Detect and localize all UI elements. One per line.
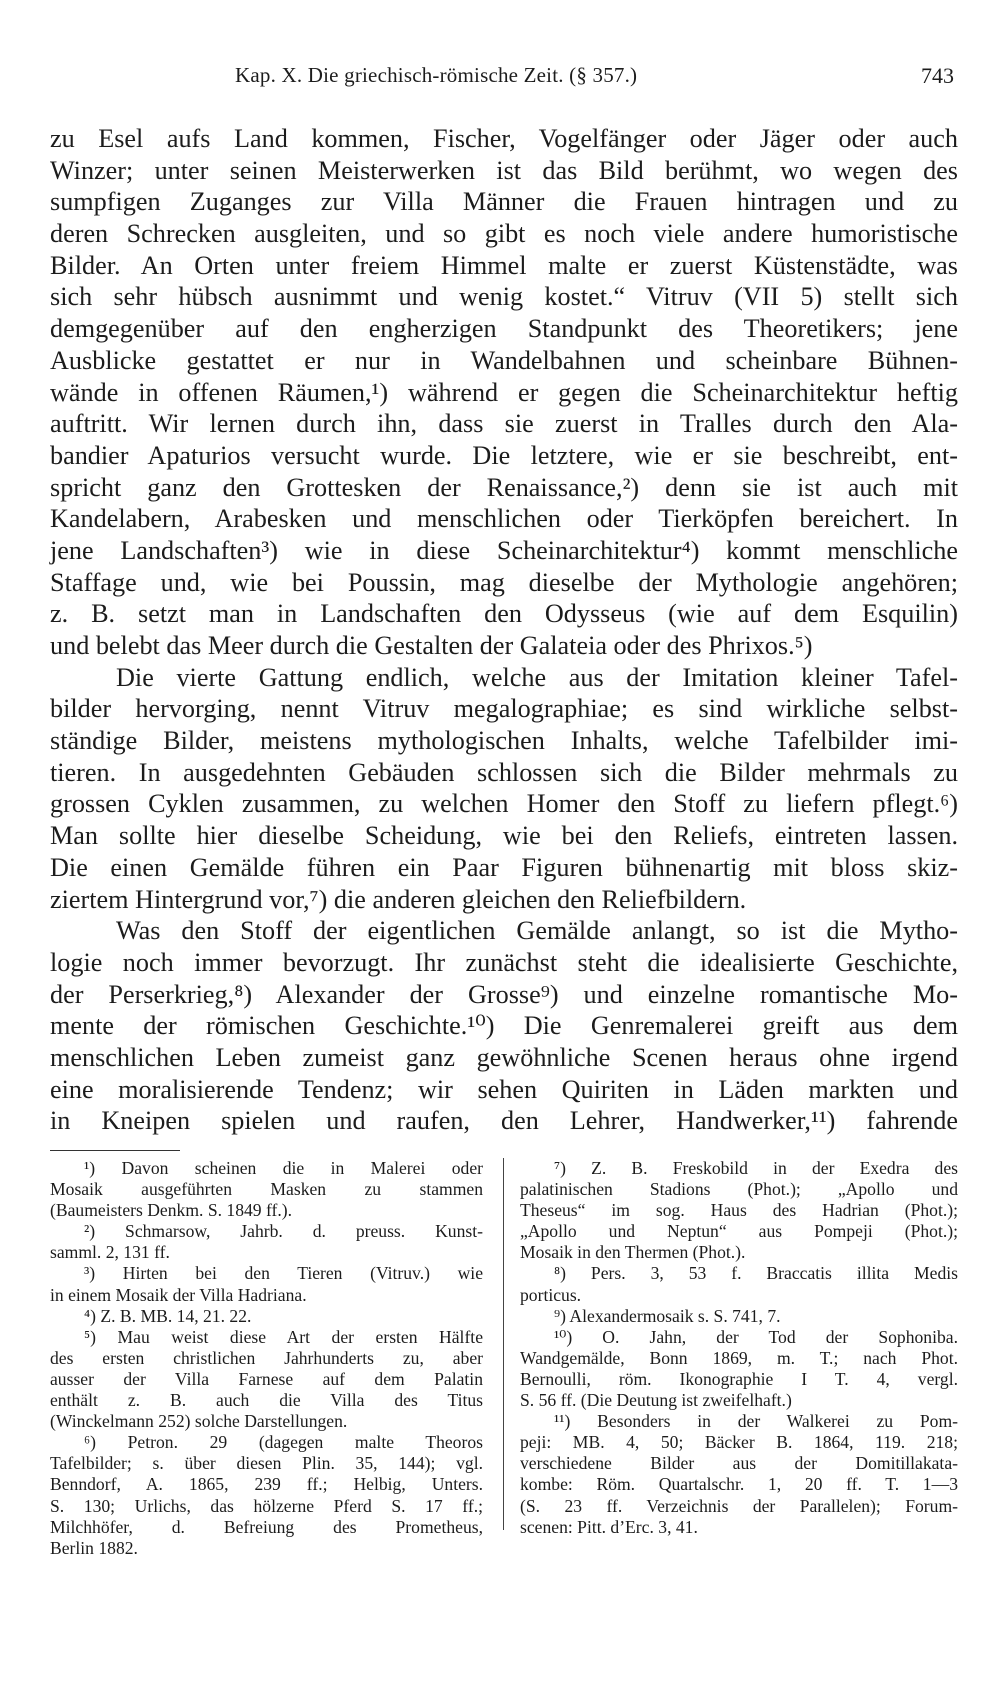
footnotes-right-column — [520, 1158, 958, 1538]
body-line: Bilder. An Orten unter freiem Himmel malte er zuerst Küstenstädte, was — [50, 250, 958, 280]
footnote-line: scenen: Pitt. d’Erc. 3, 41. — [520, 1516, 698, 1537]
body-line: wände in offenen Räumen,¹) während er gegen die Scheinarchitektur heftig — [50, 377, 958, 407]
footnote-line: (Winckelmann 252) solche Darstellungen. — [50, 1411, 348, 1432]
footnote-line: Theseus“ im sog. Haus des Hadrian (Phot.); — [520, 1200, 958, 1221]
footnote-line: ⁷) Z. B. Freskobild in der Exedra des — [554, 1158, 958, 1178]
footnote-line: in einem Mosaik der Villa Hadriana. — [50, 1284, 307, 1305]
footnote-line: „Apollo und Neptun“ aus Pompeji (Phot.); — [520, 1221, 958, 1242]
body-line: menschlichen Leben zumeist ganz gewöhnliche Scenen heraus ohne irgend — [50, 1042, 958, 1072]
footnote-line: samml. 2, 131 ff. — [50, 1242, 170, 1263]
footnote-line: Berlin 1882. — [50, 1537, 138, 1558]
page-header — [50, 63, 954, 95]
body-line: Man sollte hier dieselbe Scheidung, wie bei den Reliefs, eintreten lassen. — [50, 821, 958, 851]
footnote-line: ¹⁰) O. Jahn, der Tod der Sophoniba. — [554, 1326, 958, 1347]
footnote-line: ⁸) Pers. 3, 53 f. Braccatis illita Medis — [554, 1263, 958, 1284]
footnote-line: (S. 23 ff. Verzeichnis der Parallelen); Forum- — [520, 1495, 958, 1516]
body-line: jene Landschaften³) wie in diese Scheinarchitektur⁴) kommt menschliche — [50, 535, 958, 565]
footnote-line: peji: MB. 4, 50; Bäcker B. 1864, 119. 218; — [520, 1432, 958, 1453]
body-line: bilder hervorging, nennt Vitruv megalographiae; es sind wirkliche selbst- — [50, 694, 958, 724]
footnote-line: ²) Schmarsow, Jahrb. d. preuss. Kunst- — [84, 1221, 483, 1242]
footnote-line: ausser der Villa Farnese auf dem Palatin — [50, 1368, 483, 1389]
body-text — [50, 123, 958, 1137]
footnote-line: ¹) Davon scheinen die in Malerei oder — [84, 1158, 483, 1178]
body-line: tieren. In ausgedehnten Gebäuden schlossen sich die Bilder mehrmals zu — [50, 757, 958, 787]
body-line: auftritt. Wir lernen durch ihn, dass sie zuerst in Tralles durch den Ala- — [50, 409, 958, 439]
footnote-line: Mosaik ausgeführten Masken zu stammen — [50, 1179, 483, 1200]
body-line: spricht ganz den Grottesken der Renaissance,²) denn sie ist auch mit — [50, 472, 958, 502]
footnote-line: Tafelbilder; s. über diesen Plin. 35, 144); vgl. — [50, 1453, 483, 1474]
footnote-line: Milchhöfer, d. Befreiung des Prometheus, — [50, 1516, 483, 1537]
footnote-line: (Baumeisters Denkm. S. 1849 ff.). — [50, 1200, 293, 1221]
body-line: in Kneipen spielen und raufen, den Lehrer, Handwerker,¹¹) fahrende — [50, 1106, 958, 1136]
body-line: deren Schrecken ausgleiten, und so gibt es noch viele andere humoristische — [50, 219, 958, 249]
footnote-line: ³) Hirten bei den Tieren (Vitruv.) wie — [84, 1263, 483, 1284]
body-line: der Perserkrieg,⁸) Alexander der Grosse⁹) und einzelne romantische Mo- — [50, 979, 958, 1009]
footnotes-left-column — [50, 1158, 483, 1559]
body-line: sumpfigen Zuganges zur Villa Männer die Frauen hintragen und zu — [50, 187, 958, 217]
body-line: Was den Stoff der eigentlichen Gemälde anlangt, so ist die Mytho- — [116, 916, 958, 946]
footnote-line: Benndorf, A. 1865, 239 ff.; Helbig, Unters. — [50, 1474, 483, 1495]
body-line: Ausblicke gestattet er nur in Wandelbahnen und scheinbare Bühnen- — [50, 345, 958, 375]
footnote-rule — [50, 1150, 180, 1151]
running-title: Kap. X. Die griechisch-römische Zeit. (§ 357.) — [235, 63, 638, 87]
footnote-line: Bernoulli, röm. Ikonographie I T. 4, vergl. — [520, 1368, 958, 1389]
footnote-line: palatinischen Stadions (Phot.); „Apollo und — [520, 1179, 958, 1200]
footnote-line: verschiedene Bilder aus der Domitillakata- — [520, 1453, 958, 1474]
footnote-line: Mosaik in den Thermen (Phot.). — [520, 1242, 746, 1263]
body-line: Kandelabern, Arabesken und menschlichen oder Tierköpfen bereichert. In — [50, 504, 958, 534]
body-line: bandier Apaturios versucht wurde. Die letztere, wie er sie beschreibt, ent- — [50, 440, 958, 470]
body-line: ständige Bilder, meistens mythologischen Inhalts, welche Tafelbilder imi- — [50, 726, 958, 756]
body-line: eine moralisierende Tendenz; wir sehen Quiriten in Läden markten und — [50, 1074, 958, 1104]
body-line: demgegenüber auf den engherzigen Standpunkt des Theoretikers; jene — [50, 314, 958, 344]
footnote-line: ⁹) Alexandermosaik s. S. 741, 7. — [554, 1305, 781, 1326]
footnote-line: ⁴) Z. B. MB. 14, 21. 22. — [84, 1305, 252, 1326]
footnote-line: ⁶) Petron. 29 (dagegen malte Theoros — [84, 1432, 483, 1453]
footnote-column-divider — [503, 1158, 504, 1530]
footnote-line: kombe: Röm. Quartalschr. 1, 20 ff. T. 1—3 — [520, 1474, 958, 1495]
footnote-line: ⁵) Mau weist diese Art der ersten Hälfte — [84, 1326, 483, 1347]
body-line: logie noch immer bevorzugt. Ihr zunächst steht die idealisierte Geschichte, — [50, 947, 958, 977]
footnote-line: des ersten christlichen Jahrhunderts zu, aber — [50, 1347, 483, 1368]
body-line: sich sehr hübsch ausnimmt und wenig kostet.“ Vitruv (VII 5) stellt sich — [50, 282, 958, 312]
footnote-line: S. 56 ff. (Die Deutung ist zweifelhaft.) — [520, 1390, 792, 1411]
body-line: und belebt das Meer durch die Gestalten der Galateia oder des Phrixos.⁵) — [50, 631, 813, 660]
body-line: Die vierte Gattung endlich, welche aus der Imitation kleiner Tafel- — [116, 662, 958, 692]
footnote-line: enthält z. B. auch die Villa des Titus — [50, 1390, 483, 1411]
body-line: ziertem Hintergrund vor,⁷) die anderen gleichen den Reliefbildern. — [50, 884, 747, 914]
body-line: Die einen Gemälde führen ein Paar Figuren bühnenartig mit bloss skiz- — [50, 852, 958, 882]
page-number: 743 — [921, 63, 954, 88]
body-line: zu Esel aufs Land kommen, Fischer, Vogelfänger oder Jäger oder auch — [50, 124, 958, 153]
footnote-line: porticus. — [520, 1284, 582, 1305]
body-line: z. B. setzt man in Landschaften den Odysseus (wie auf dem Esquilin) — [50, 599, 958, 629]
footnote-line: Wandgemälde, Bonn 1869, m. T.; nach Phot. — [520, 1347, 958, 1368]
body-line: grossen Cyklen zusammen, zu welchen Homer den Stoff zu liefern pflegt.⁶) — [50, 789, 958, 819]
footnote-line: ¹¹) Besonders in der Walkerei zu Pom- — [554, 1411, 958, 1432]
body-line: Winzer; unter seinen Meisterwerken ist das Bild berühmt, wo wegen des — [50, 155, 958, 185]
body-line: Staffage und, wie bei Poussin, mag dieselbe der Mythologie angehören; — [50, 567, 958, 597]
body-line: mente der römischen Geschichte.¹⁰) Die Genremalerei greift aus dem — [50, 1011, 958, 1041]
footnote-line: S. 130; Urlichs, das hölzerne Pferd S. 17 ff.; — [50, 1495, 483, 1516]
